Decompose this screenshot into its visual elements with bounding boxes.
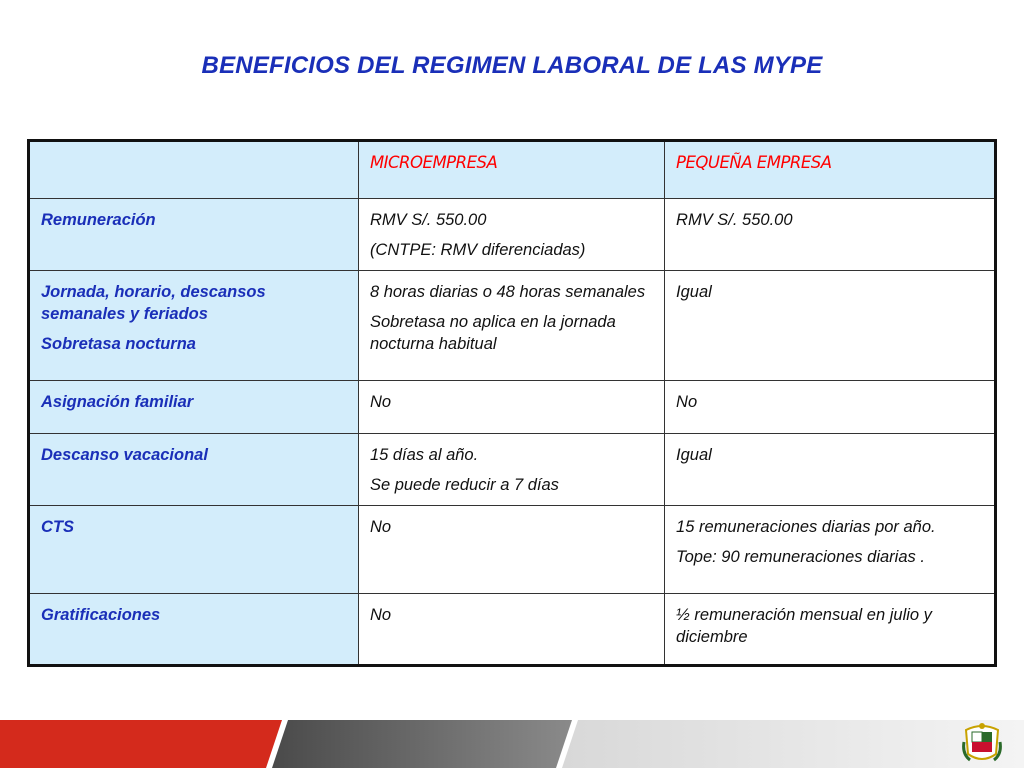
table-row (29, 271, 996, 381)
footer-stripes (0, 720, 1024, 768)
cell-text: Gratificaciones (41, 606, 161, 624)
cell-text: 15 remuneraciones diarias por año. (676, 518, 936, 536)
cell-text: No (369, 393, 392, 411)
cell-text: Descanso vacacional (41, 446, 208, 464)
footer-banner (0, 720, 1024, 768)
pequena-empresa-cell (665, 271, 996, 381)
cell-text: No (369, 518, 392, 536)
pequena-empresa-cell (665, 594, 996, 666)
microempresa-cell (358, 434, 664, 506)
footer-light-band (562, 720, 1024, 768)
cell-text: Tope: 90 remuneraciones diarias . (676, 548, 925, 566)
microempresa-cell (358, 199, 664, 271)
peru-coat-of-arms-icon (962, 720, 1002, 764)
cell-text: 8 horas diarias o 48 horas semanales (369, 283, 646, 301)
cell-text: CTS (41, 518, 74, 536)
microempresa-cell (358, 506, 664, 594)
footer-red-band (0, 720, 282, 768)
cell-text: Sobretasa no aplica en la jornada nocturna habitual (369, 313, 616, 353)
pequena-empresa-cell (665, 199, 996, 271)
row-label-cell (29, 199, 359, 271)
cell-text: 15 días al año. (369, 446, 479, 464)
pequena-empresa-cell (665, 506, 996, 594)
cell-text: Se puede reducir a 7 días (369, 476, 559, 494)
microempresa-cell (358, 271, 664, 381)
cell-text: RMV S/. 550.00 (369, 211, 487, 229)
table-row (29, 381, 996, 434)
cell-text: Jornada, horario, descansos semanales y feriados (41, 283, 266, 323)
row-label-cell (29, 594, 359, 666)
cell-text: Igual (676, 283, 712, 301)
cell-text: Asignación familiar (41, 393, 194, 411)
cell-text: Igual (676, 446, 712, 464)
header-cell-microempresa: MICROEMPRESA (358, 141, 664, 199)
benefits-table (27, 139, 997, 667)
header-cell-pequena-empresa: PEQUEÑA EMPRESA (665, 141, 996, 199)
table-row (29, 434, 996, 506)
cell-text: (CNTPE: RMV diferenciadas) (369, 241, 586, 259)
row-label-cell (29, 271, 359, 381)
footer-gray-band (272, 720, 572, 768)
microempresa-cell (358, 594, 664, 666)
table-row (29, 594, 996, 666)
cell-text: No (676, 393, 698, 411)
cell-text: RMV S/. 550.00 (676, 211, 793, 229)
pequena-empresa-cell (665, 434, 996, 506)
table-header-row (29, 141, 996, 199)
header-cell-empty (29, 141, 359, 199)
cell-text: Sobretasa nocturna (41, 335, 196, 353)
pequena-empresa-cell (665, 381, 996, 434)
row-label-cell (29, 434, 359, 506)
row-label-cell (29, 506, 359, 594)
cell-text: Remuneración (41, 211, 156, 229)
cell-text: No (369, 606, 392, 624)
row-label-cell (29, 381, 359, 434)
table-row (29, 506, 996, 594)
table-row (29, 199, 996, 271)
cell-text: ½ remuneración mensual en julio y diciembre (676, 606, 932, 646)
microempresa-cell (358, 381, 664, 434)
slide-title: BENEFICIOS DEL REGIMEN LABORAL DE LAS MYPE (201, 52, 823, 79)
